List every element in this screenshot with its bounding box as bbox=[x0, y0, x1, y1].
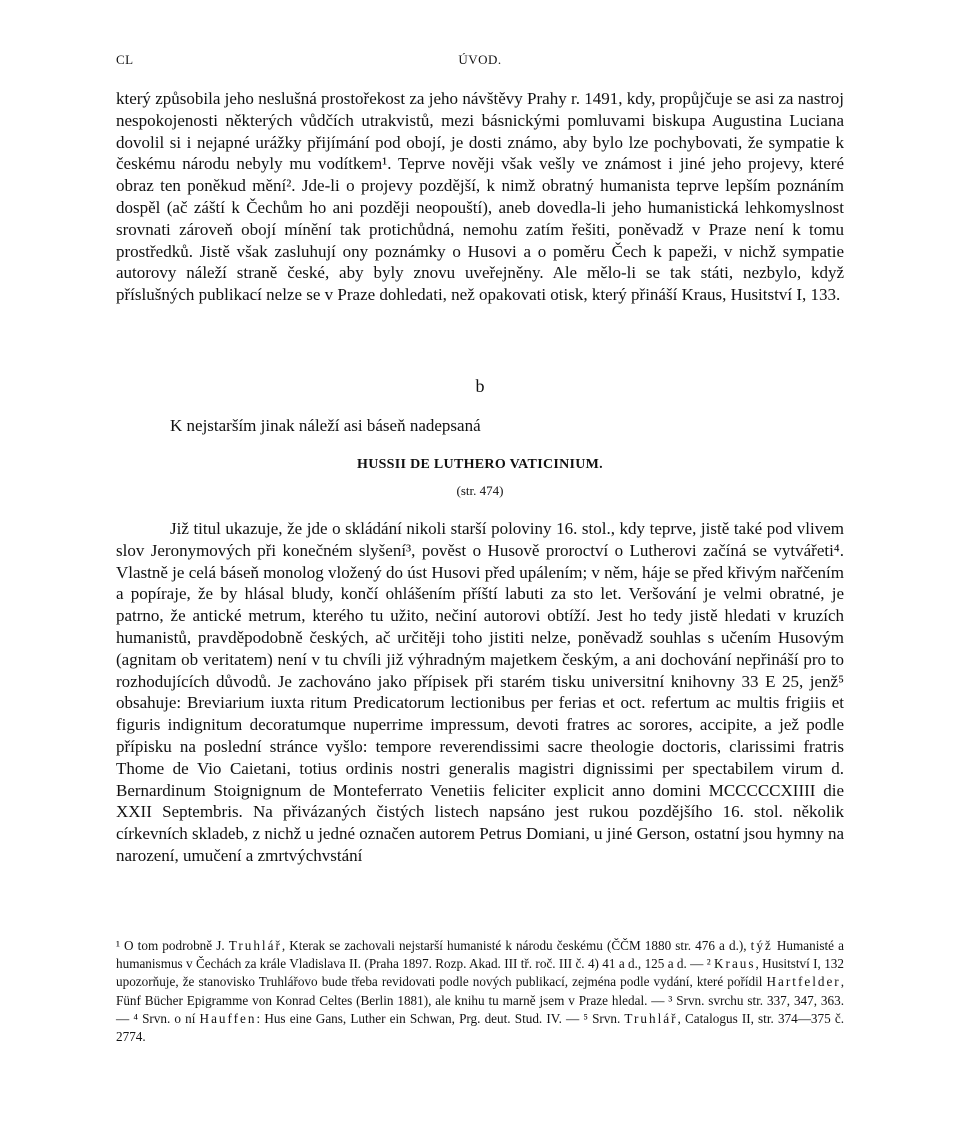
footnote-3-text: ³ Srvn. svrchu str. 337, 347, 363. — bbox=[116, 992, 844, 1026]
footnote-4-text-b: : Hus eine Gans, Luther ein Schwan, Prg. deut. Stud. IV. — bbox=[256, 1010, 584, 1026]
poem-page-reference: (str. 474) bbox=[456, 483, 504, 498]
paragraph-1: který způsobila jeho neslušná prostořekost za jeho návštěvy Prahy r. 1491, kdy, propůjčuje se asi za nastroj nespokojenosti některých vůdčích utrakvistů, mezi básnickými pomluvami biskupa Augustina Luciana dovolil si i nejapné urážky přijímání pod obojí, je dosti známo, aby bylo lze pochybovati, že sympatie k českému národu nebyly mu vodítkem¹. Teprve nověji však vešly ve známost i jiné jeho projevy, které obraz ten poněkud mění². Jde-li o projevy pozdější, k nimž obratný humanista teprve lepším poznáním dospěl (ač záští k Čechům ho ani později neopouští), aneb dovedla-li jeho humanistická lehkomyslnost srovnati zároveň obojí mínění tak protichůdná, nemohu zatím řešiti, poněvadž v Praze není k tomu prostředků. Jistě však zasluhují ony poznámky o Husovi a o poměru Čech k papeži, v nichž sympatie autorovy náleží straně české, aby byly znovu uveřejněny. Ale mělo-li se tak státi, nezbylo, když příslušných publikací nelze se v Praze dohledati, než opakovati otisk, který přináší Kraus, Husitství I, 133. bbox=[116, 89, 844, 305]
footnote-5-text-b: , Catalogus II, str. 374—375 č. 2774. bbox=[116, 1010, 844, 1045]
footnotes bbox=[116, 937, 844, 1046]
footnote-4-author: Hauffen bbox=[199, 1010, 257, 1026]
footnote-2-author-2: Hartfelder bbox=[766, 974, 841, 990]
footnote-2-text-c: , Fünf Bücher Epigramme von Konrad Celtes (Berlin 1881), ale knihu tu marně jsem v Praze hledal. — bbox=[116, 974, 844, 1008]
footnote-5-text-a: ⁵ Srvn. bbox=[583, 1010, 625, 1026]
footnote-1-author: Truhlář bbox=[228, 938, 282, 953]
footnote-2-text-b: , Husitství I, 132 upozorňuje, že stanovisko Truhlářovo bude třeba revidovati podle nových publikací, zejména podle vydání, které pořídil bbox=[116, 956, 844, 990]
footnote-1-text-c: Humanisté a humanismus v Čechách za krále Vladislava II. (Praha 1897. Rozp. Akad. III tř. roč. III č. 4) 41 a d., 125 a d. — bbox=[116, 938, 844, 972]
footnote-1-text-a: ¹ O tom podrobně J. bbox=[116, 938, 229, 953]
intro-line: K nejstarším jinak náleží asi báseň nadepsaná bbox=[170, 416, 481, 435]
paragraph-2: Již titul ukazuje, že jde o skládání nikoli starší poloviny 16. stol., kdy teprve, jistě také pod vlivem slov Jeronymových při konečném slyšení³, pověst o Husově proroctví o Lutherovi začíná se vytvářeti⁴. Vlastně je celá báseň monolog vložený do úst Husovi před upálením; v něm, háje se před křivým nařčením a popíraje, že by hlásal bludy, končí ohlášením příští labuti za sto let. Veršování je velmi obratné, je patrno, že antické metrum, kterého tu užito, nečiní autorovi obtíží. Jest ho tedy jistě hledati v kruzích humanistů, pravděpodobně českých, ač určitěji toho jistiti nelze, poněvadž souhlas s učením Husovým (agnitam ob veritatem) není v tu chvíli již výhradným majetkem českým, a ani dochování nepřináší pro to rozhodujících důvodů. Je zachováno jako přípisek při starém tisku universitní knihovny 33 E 25, jenž⁵ obsahuje: Breviarium iuxta ritum Predicatorum lectionibus per ferias et oct. refertum ac multis frigiis et figuris indignitum decoratumque nuperrime impressum, devoti fratres ac sorores, accipite, a jež podle přípisku na poslední stránce vyšlo: tempore reverendissimi sacre theologie doctoris, clarissimi fratris Thome de Vio Caietani, totius ordinis nostri generalis magistri dignissimi per spectabilem virum d. Bernardinum Stoignignum de Monteferrato Venetiis feliciter explicit anno domini MCCCCCXIIII die XXII Septembris. Na přivázaných čistých listech napsáno jest rukou pozdějšího 16. stol. několik církevních skladeb, z nichž u jedné označen autorem Petrus Domiani, u jiné Gerson, ostatní jsou hymny na narození, umučení a zmrtvýchvstání bbox=[116, 519, 844, 865]
page-header bbox=[116, 52, 844, 72]
footnote-5-author: Truhlář bbox=[624, 1010, 678, 1026]
footnote-1-tyz: týž bbox=[750, 938, 773, 953]
poem-title: HUSSII DE LUTHERO VATICINIUM. bbox=[357, 457, 603, 472]
section-letter: b bbox=[475, 376, 485, 396]
footnote-1-text-b: , Kterak se zachovali nejstarší humanisté k národu českému (ČČM 1880 str. 476 a d.), bbox=[281, 938, 751, 953]
footnote-4-text-a: ⁴ Srvn. o ní bbox=[133, 1010, 200, 1026]
page-number: CL bbox=[116, 52, 134, 67]
running-title: ÚVOD. bbox=[458, 52, 502, 67]
footnote-2-number: ² bbox=[706, 956, 715, 972]
footnote-2-author: Kraus bbox=[714, 956, 756, 972]
